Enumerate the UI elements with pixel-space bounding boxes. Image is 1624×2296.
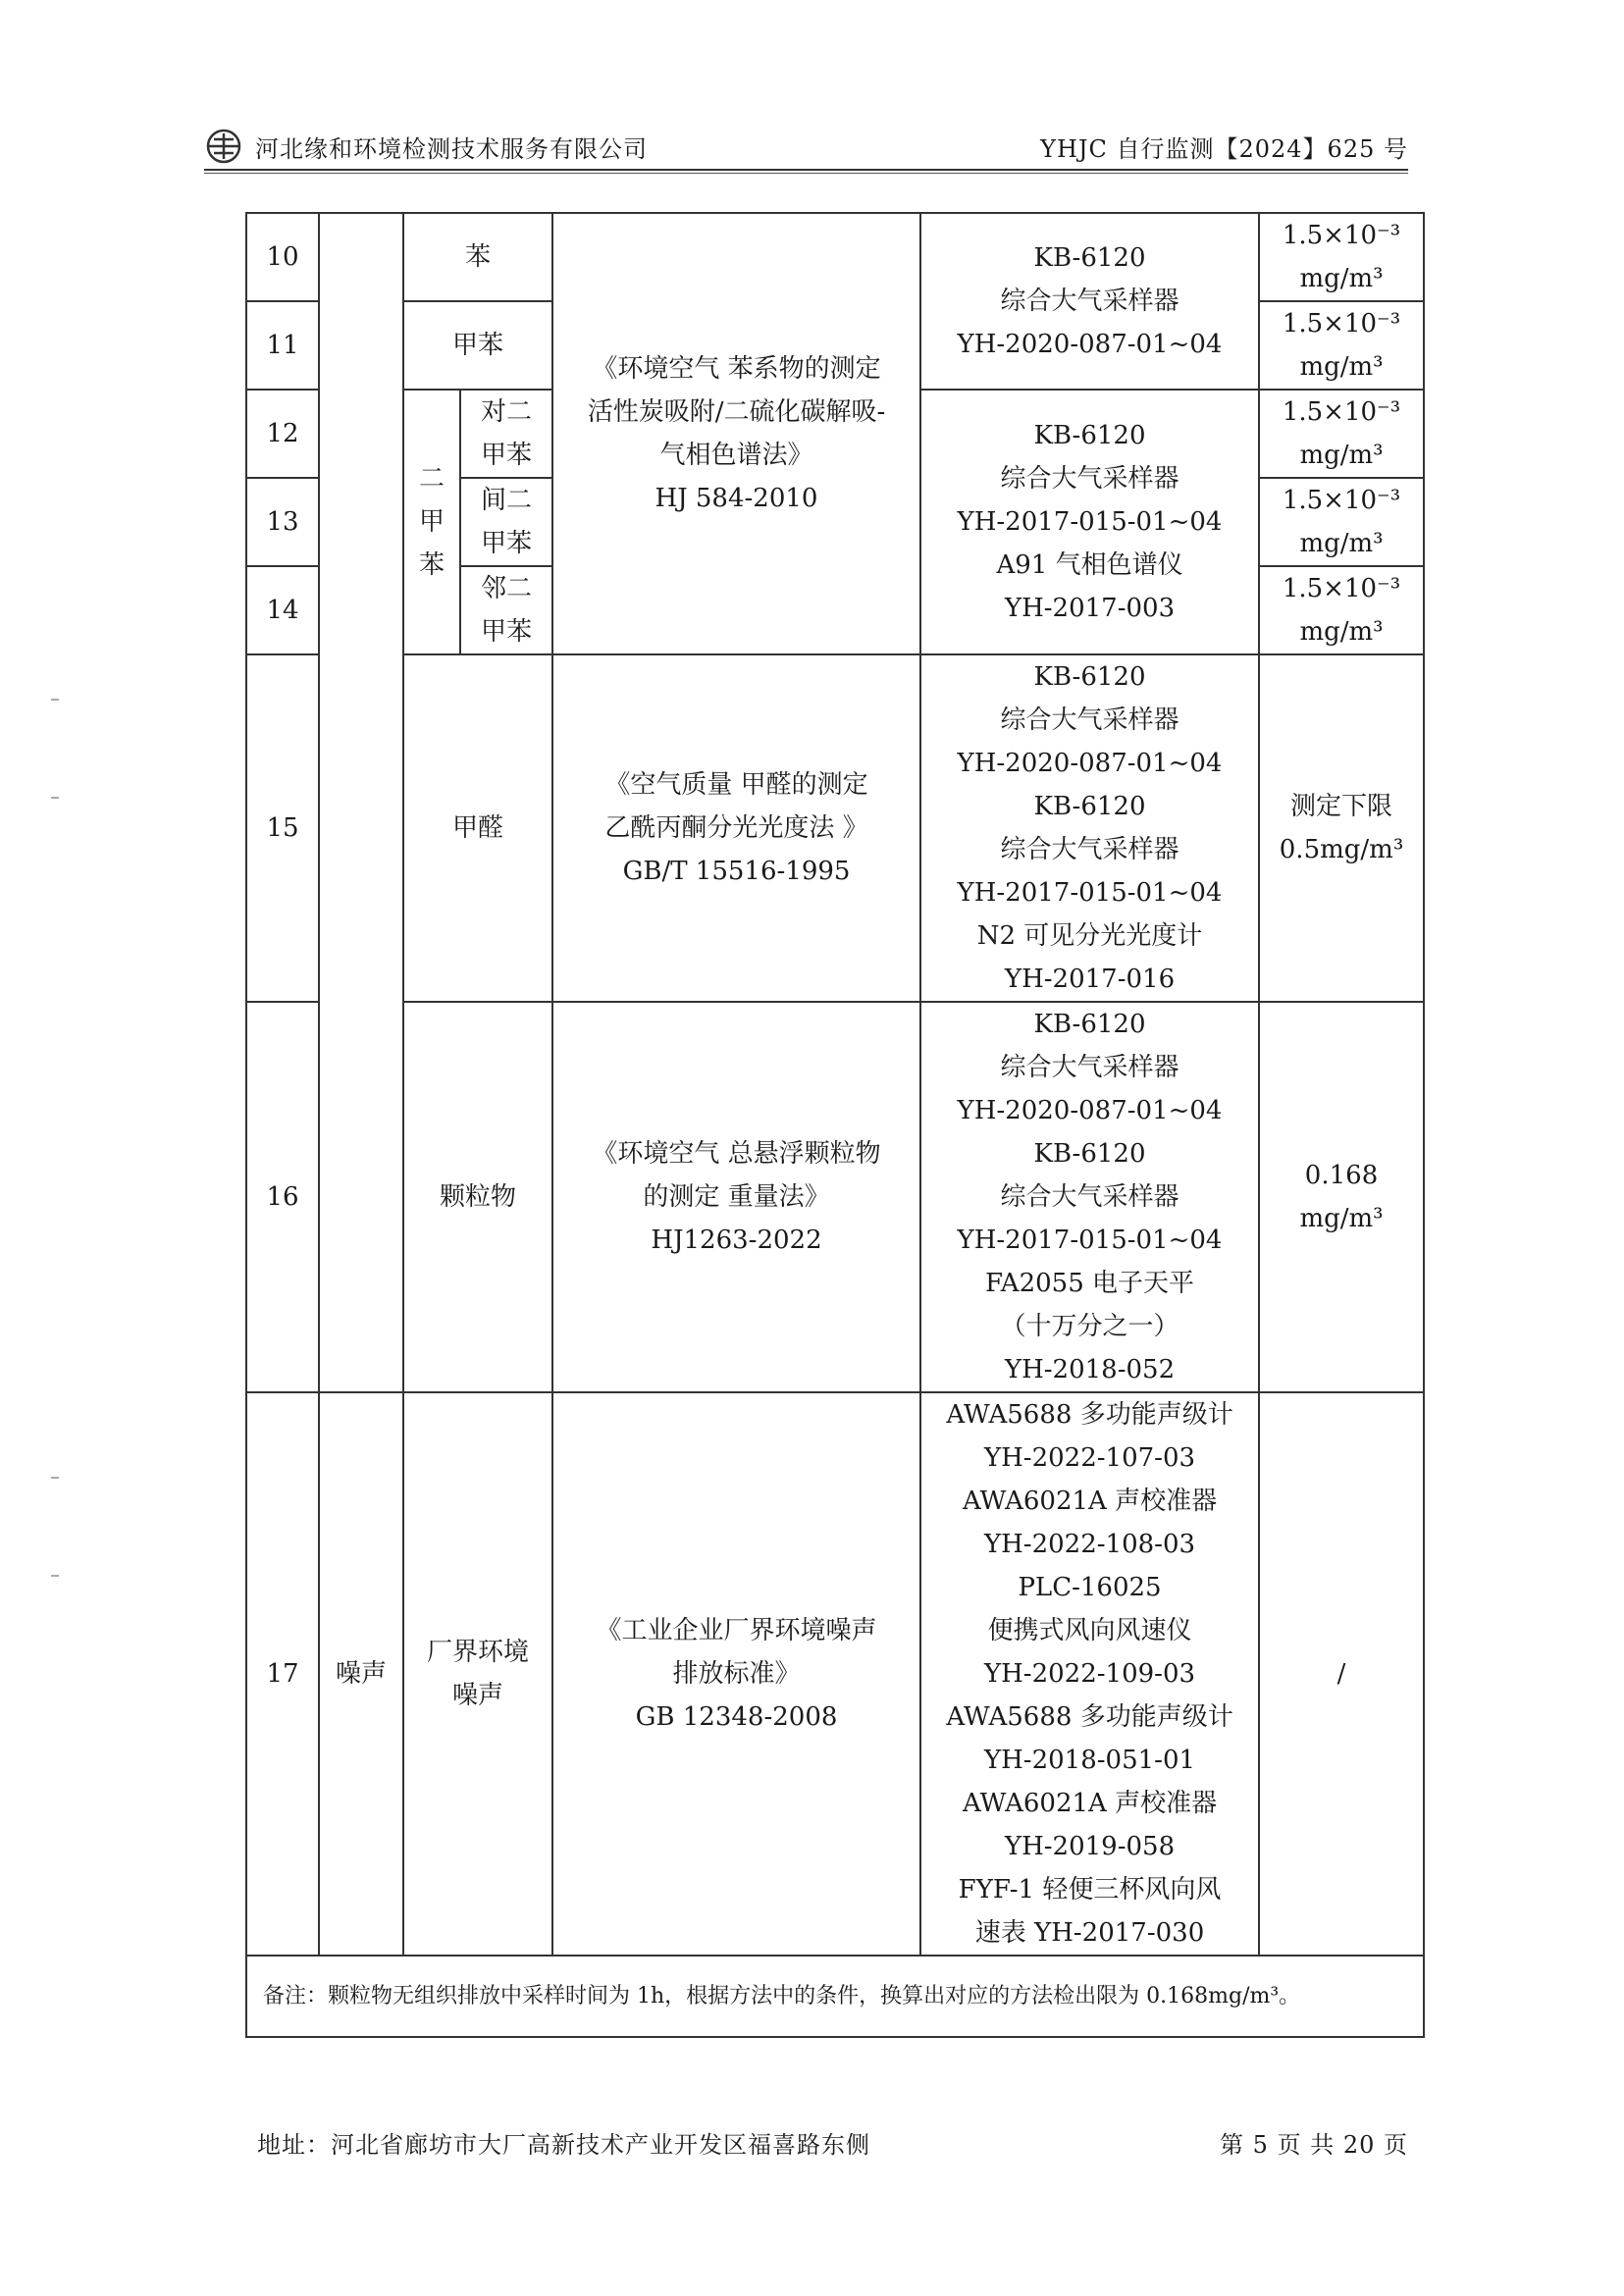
instrument-list: AWA5688 多功能声级计 YH-2022-107-03 AWA6021A 声校准器 YH-2022-108-03 PLC-16025 便携式风向风速仪 YH-2022-109-03 AWA5688 多功能声级计 YH-2018-051-01 AWA6021A 声校准器 YH-2019-058 FYF-1 轻便三杯风向风 速表 YH-2017-030 bbox=[920, 1392, 1259, 1956]
remark-row bbox=[246, 1956, 1424, 2037]
method-standard: 《环境空气 苯系物的测定 活性炭吸附/二硫化碳解吸- 气相色谱法》 HJ 584-2010 bbox=[552, 213, 920, 654]
row-number: 10 bbox=[246, 213, 319, 301]
row-number: 13 bbox=[246, 478, 319, 566]
row-number: 14 bbox=[246, 566, 319, 654]
header-rule bbox=[204, 169, 1408, 171]
item-name: 颗粒物 bbox=[403, 1002, 552, 1392]
method-standard: 《环境空气 总悬浮颗粒物 的测定 重量法》 HJ1263-2022 bbox=[552, 1002, 920, 1392]
row-number: 17 bbox=[246, 1392, 319, 1956]
table-row bbox=[246, 654, 1424, 1002]
category-cell bbox=[319, 213, 403, 1392]
table-row bbox=[246, 213, 1424, 301]
detection-limit: 1.5×10⁻³ mg/m³ bbox=[1259, 566, 1424, 654]
row-number: 12 bbox=[246, 390, 319, 478]
detection-limit: 0.168 mg/m³ bbox=[1259, 1002, 1424, 1392]
row-number: 16 bbox=[246, 1002, 319, 1392]
detection-limit: 1.5×10⁻³ mg/m³ bbox=[1259, 478, 1424, 566]
page-number: 第 5 页 共 20 页 bbox=[1220, 2131, 1408, 2159]
item-name: 邻二 甲苯 bbox=[460, 566, 552, 654]
scan-mark bbox=[51, 699, 59, 701]
detection-limit: 测定下限 0.5mg/m³ bbox=[1259, 654, 1424, 1002]
table-row bbox=[246, 1392, 1424, 1956]
header-rule-thin bbox=[204, 173, 1408, 174]
instrument-list: KB-6120 综合大气采样器 YH-2020-087-01~04 KB-6120 综合大气采样器 YH-2017-015-01~04 FA2055 电子天平 （十万分之一） YH-2018-052 bbox=[920, 1002, 1259, 1392]
detection-limit: 1.5×10⁻³ mg/m³ bbox=[1259, 213, 1424, 301]
item-name: 厂界环境 噪声 bbox=[403, 1392, 552, 1956]
item-name: 甲醛 bbox=[403, 654, 552, 1002]
page-footer bbox=[257, 2125, 1408, 2165]
item-name: 对二 甲苯 bbox=[460, 390, 552, 478]
company-logo-icon bbox=[204, 128, 243, 165]
method-table bbox=[245, 212, 1425, 2038]
instrument-list: KB-6120 综合大气采样器 YH-2020-087-01~04 bbox=[920, 213, 1259, 390]
instrument-list: KB-6120 综合大气采样器 YH-2017-015-01~04 A91 气相色谱仪 YH-2017-003 bbox=[920, 390, 1259, 654]
item-name: 甲苯 bbox=[403, 301, 552, 390]
scan-mark bbox=[51, 1477, 59, 1479]
company-name: 河北缘和环境检测技术服务有限公司 bbox=[255, 135, 648, 163]
table-row bbox=[246, 1002, 1424, 1392]
item-name: 苯 bbox=[403, 213, 552, 301]
document-number: YHJC 自行监测【2024】625 号 bbox=[1040, 135, 1408, 163]
item-name: 间二 甲苯 bbox=[460, 478, 552, 566]
footer-address: 地址：河北省廊坊市大厂高新技术产业开发区福喜路东侧 bbox=[257, 2131, 870, 2159]
detection-limit: 1.5×10⁻³ mg/m³ bbox=[1259, 301, 1424, 390]
scan-mark bbox=[51, 797, 59, 799]
category-name: 噪声 bbox=[319, 1392, 403, 1956]
detection-limit: 1.5×10⁻³ mg/m³ bbox=[1259, 390, 1424, 478]
method-standard: 《工业企业厂界环境噪声 排放标准》 GB 12348-2008 bbox=[552, 1392, 920, 1956]
method-standard: 《空气质量 甲醛的测定 乙酰丙酮分光光度法 》 GB/T 15516-1995 bbox=[552, 654, 920, 1002]
row-number: 15 bbox=[246, 654, 319, 1002]
scan-mark bbox=[51, 1575, 59, 1577]
remark-text: 备注：颗粒物无组织排放中采样时间为 1h，根据方法中的条件，换算出对应的方法检出限为 0.168mg/m³。 bbox=[246, 1956, 1424, 2037]
row-number: 11 bbox=[246, 301, 319, 390]
detection-limit: / bbox=[1259, 1392, 1424, 1956]
page-header bbox=[204, 126, 1408, 167]
xylene-group-label: 二 甲 苯 bbox=[403, 390, 460, 654]
instrument-list: KB-6120 综合大气采样器 YH-2020-087-01~04 KB-6120 综合大气采样器 YH-2017-015-01~04 N2 可见分光光度计 YH-2017-016 bbox=[920, 654, 1259, 1002]
